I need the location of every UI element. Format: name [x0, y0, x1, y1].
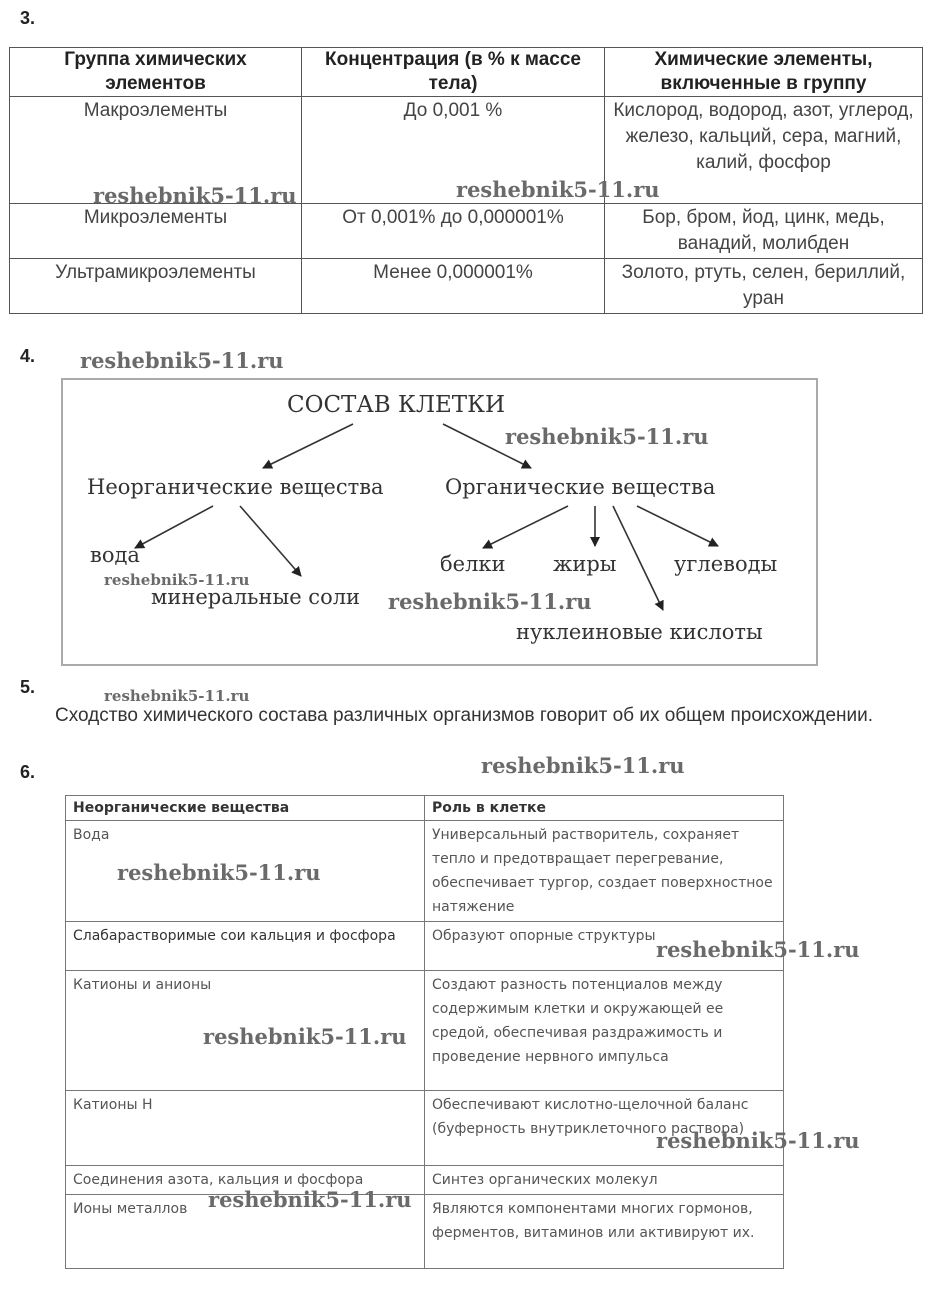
table-row — [10, 204, 923, 259]
table-header-row — [66, 796, 784, 821]
header-substance: Неорганические вещества — [66, 796, 425, 821]
watermark: reshebnik5-11.ru — [208, 1187, 412, 1212]
arrow-to-nucleic — [613, 506, 663, 610]
cell-elements: Бор, бром, йод, цинк, медь, ванадий, молибден — [605, 204, 923, 259]
table-row — [66, 821, 784, 922]
task-6-number: 6. — [20, 762, 36, 782]
task-5-answer: Сходство химического состава различных организмов говорит об их общем происхождении. — [55, 705, 874, 726]
cell-elements: Золото, ртуть, селен, бериллий, уран — [605, 259, 923, 314]
header-role: Роль в клетке — [425, 796, 784, 821]
watermark: reshebnik5-11.ru — [656, 937, 860, 962]
arrow-to-proteins — [483, 506, 568, 548]
table-row — [10, 259, 923, 314]
table-row — [66, 922, 784, 971]
cell-concentration: Менее 0,000001% — [302, 259, 605, 314]
label-fats: жиры — [553, 552, 617, 576]
header-elements: Химические элементы, включенные в группу — [605, 48, 923, 97]
label-carbs: углеводы — [674, 552, 778, 576]
watermark: reshebnik5-11.ru — [505, 424, 709, 449]
label-nucleic: нуклеиновые кислоты — [516, 620, 763, 644]
watermark: reshebnik5-11.ru — [481, 753, 685, 778]
cell-role: Синтез органических молекул — [425, 1166, 784, 1195]
cell-group: Микроэлементы — [10, 204, 302, 259]
task-3-number: 3. — [20, 8, 36, 28]
label-proteins: белки — [440, 552, 506, 576]
watermark: reshebnik5-11.ru — [456, 177, 660, 202]
label-water: вода — [90, 543, 140, 567]
cell-substance: Катионы и анионы — [66, 971, 425, 1091]
watermark: reshebnik5-11.ru — [388, 589, 592, 614]
label-organic: Органические вещества — [445, 475, 716, 499]
table-row — [10, 97, 923, 204]
cell-role: Обеспечивают кислотно-щелочной баланс (буферность внутриклеточного раствора) — [425, 1091, 784, 1166]
cell-concentration: До 0,001 % — [302, 97, 605, 204]
arrow-to-salts — [240, 506, 301, 576]
cell-role: Являются компонентами многих гормонов, ферментов, витаминов или активируют их. — [425, 1195, 784, 1269]
cell-role: Создают разность потенциалов между содержимым клетки и окружающей ее средой, обеспечивая раздражимость и проведение нервного импульса — [425, 971, 784, 1091]
cell-role: Универсальный растворитель, сохраняет тепло и предотвращает перегревание, обеспечивает тургор, создает поверхностное натяжение — [425, 821, 784, 922]
elements-table — [9, 47, 923, 314]
table-header-row — [10, 48, 923, 97]
task-5-number: 5. — [20, 677, 36, 697]
table-row — [66, 1091, 784, 1166]
watermark: reshebnik5-11.ru — [203, 1024, 407, 1049]
cell-group: Ультрамикроэлементы — [10, 259, 302, 314]
cell-concentration: От 0,001% до 0,000001% — [302, 204, 605, 259]
arrow-to-inorganic — [263, 424, 353, 468]
inorganic-roles-table — [65, 795, 784, 1269]
diagram-title: СОСТАВ КЛЕТКИ — [287, 392, 506, 418]
cell-elements: Кислород, водород, азот, углерод, железо, кальций, сера, магний, калий, фосфор — [605, 97, 923, 204]
watermark: reshebnik5-11.ru — [80, 348, 284, 373]
arrow-to-organic — [443, 424, 531, 468]
table-row — [66, 971, 784, 1091]
cell-substance: Катионы Н — [66, 1091, 425, 1166]
cell-composition-diagram — [61, 378, 818, 666]
cell-substance: Ионы металлов — [66, 1195, 425, 1269]
cell-role: Образуют опорные структуры — [425, 922, 784, 971]
arrow-to-water — [135, 506, 213, 548]
arrow-to-carbs — [637, 506, 718, 546]
header-concentration: Концентрация (в % к массе тела) — [302, 48, 605, 97]
table-row — [66, 1166, 784, 1195]
watermark: reshebnik5-11.ru — [117, 860, 321, 885]
watermark: reshebnik5-11.ru — [656, 1128, 860, 1153]
table-row — [66, 1195, 784, 1269]
header-group: Группа химических элементов — [10, 48, 302, 97]
label-inorganic: Неорганические вещества — [87, 475, 384, 499]
cell-substance: Вода — [66, 821, 425, 922]
task-4-number: 4. — [20, 346, 36, 366]
watermark: reshebnik5-11.ru — [104, 571, 250, 589]
watermark: reshebnik5-11.ru — [93, 183, 297, 208]
cell-substance: Слабарастворимые сои кальция и фосфора — [66, 922, 425, 971]
cell-group: Макроэлементы — [10, 97, 302, 204]
cell-substance: Соединения азота, кальция и фосфора — [66, 1166, 425, 1195]
label-salts: минеральные соли — [151, 585, 361, 609]
watermark: reshebnik5-11.ru — [104, 687, 250, 705]
